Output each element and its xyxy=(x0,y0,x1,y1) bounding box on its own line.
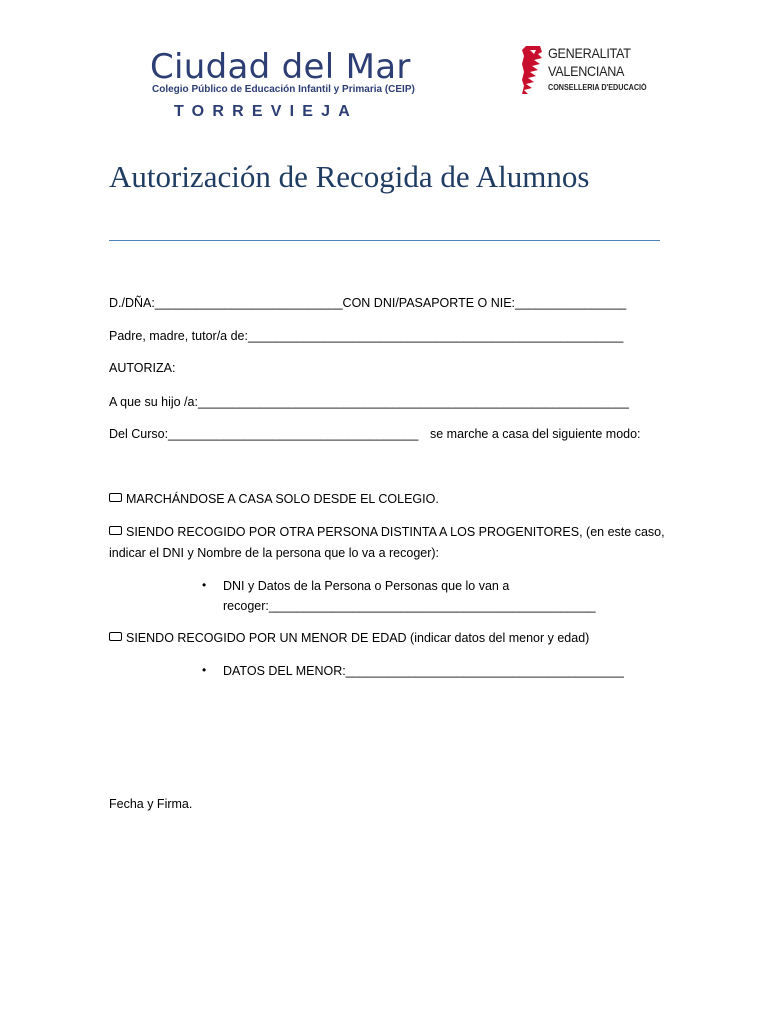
option-other-person-label: SIENDO RECOGIDO POR OTRA PERSONA DISTINTA A LOS PROGENITORES, (en este caso, xyxy=(126,525,665,539)
option-minor xyxy=(109,630,589,646)
generalitat-line1: GENERALITAT xyxy=(548,45,631,61)
option-alone-checkbox[interactable] xyxy=(109,493,122,502)
school-logo-city: TORREVIEJA xyxy=(174,103,358,120)
signature-label: Fecha y Firma. xyxy=(109,797,193,811)
form-line-course-mode: se marche a casa del siguiente modo: xyxy=(430,427,641,441)
bullet-minor-data: DATOS DEL MENOR:________________________________________ xyxy=(223,664,624,678)
option-other-person-checkbox[interactable] xyxy=(109,526,122,535)
option-alone xyxy=(109,491,439,507)
option-other-person-line2: indicar el DNI y Nombre de la persona que lo va a recoger): xyxy=(109,546,440,560)
school-logo-name: Ciudad del Mar xyxy=(150,47,411,87)
option-alone-label: MARCHÁNDOSE A CASA SOLO DESDE EL COLEGIO. xyxy=(126,492,439,506)
title-divider xyxy=(109,240,660,241)
form-line-parent: Padre, madre, tutor/a de:______________________________________________________ xyxy=(109,329,624,343)
document-title: Autorización de Recogida de Alumnos xyxy=(109,159,590,194)
form-line-child: A que su hijo /a:______________________________________________________________ xyxy=(109,395,629,409)
bullet-dot-icon: • xyxy=(202,663,207,677)
option-other-person xyxy=(109,524,665,540)
form-line-autoriza: AUTORIZA: xyxy=(109,361,176,375)
school-logo-subtitle: Colegio Público de Educación Infantil y Primaria (CEIP) xyxy=(152,84,415,95)
bullet-pickup-persons-line2: recoger:_______________________________________________ xyxy=(223,599,596,613)
bullet-dot-icon: • xyxy=(202,578,207,592)
option-minor-label: SIENDO RECOGIDO POR UN MENOR DE EDAD (indicar datos del menor y edad) xyxy=(126,631,590,645)
generalitat-line3: CONSELLERIA D'EDUCACIÓ xyxy=(548,83,647,92)
form-line-course: Del Curso:____________________________________ xyxy=(109,427,419,441)
option-minor-checkbox[interactable] xyxy=(109,632,122,641)
generalitat-emblem-icon xyxy=(520,44,546,96)
bullet-pickup-persons-line1: DNI y Datos de la Persona o Personas que lo van a xyxy=(223,579,510,593)
generalitat-line2: VALENCIANA xyxy=(548,63,625,79)
form-line-name-dni: D./DÑA:___________________________CON DNI/PASAPORTE O NIE:________________ xyxy=(109,296,627,310)
